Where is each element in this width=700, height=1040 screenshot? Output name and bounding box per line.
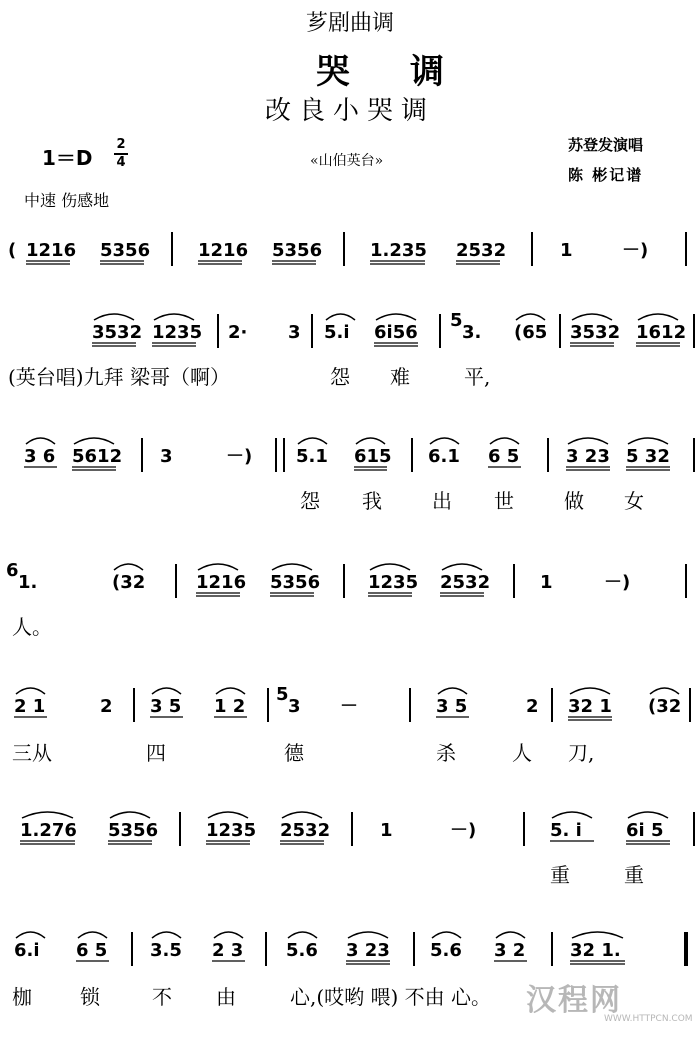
note-group: 3.5	[150, 940, 182, 961]
lyric-text: 德	[284, 741, 304, 765]
note-group: 5.1	[296, 446, 328, 467]
note-group: 1235	[368, 572, 419, 593]
note-group: (65	[514, 322, 548, 343]
lyric-text: (英台唱)九拜 梁哥（啊）	[8, 365, 230, 389]
note-group: 3.	[462, 322, 482, 343]
slur-arc	[326, 314, 355, 320]
note-group: 6i56	[374, 322, 418, 343]
note-group: 1216	[26, 240, 77, 261]
lyric-text: 平,	[464, 365, 491, 389]
note-group: 6	[6, 560, 19, 581]
slur-arc	[438, 688, 467, 694]
lyric-text: 四	[146, 741, 166, 765]
slur-arc	[572, 932, 623, 938]
slur-arc	[298, 438, 327, 444]
slur-arc	[198, 564, 238, 570]
lyric-text: 重	[624, 863, 644, 887]
note-group: 6.i	[14, 940, 40, 961]
note-group: 1	[540, 572, 553, 593]
slur-arc	[628, 812, 668, 818]
slur-arc	[490, 438, 519, 444]
slur-arc	[214, 932, 243, 938]
note-group: (	[8, 240, 17, 261]
lyric-text: 由	[216, 985, 236, 1009]
slur-arc	[638, 314, 678, 320]
lyric-text: 枷	[12, 985, 32, 1009]
note-group: 6i 5	[626, 820, 664, 841]
lyric-text: 出	[432, 489, 452, 513]
page-subtitle: 改良小哭调	[264, 96, 435, 126]
lyric-text: 做	[564, 489, 584, 513]
slur-arc	[16, 932, 45, 938]
source-opera: «山伯英台»	[310, 153, 384, 169]
lyric-text: 心,(哎哟 喂) 不由 心。	[290, 985, 492, 1009]
lyric-text: 世	[494, 489, 514, 513]
note-group: 5.i	[324, 322, 350, 343]
lyric-text: 刀,	[568, 741, 595, 765]
note-group: 1216	[198, 240, 249, 261]
note-group: 3 6	[24, 446, 56, 467]
note-group: －)	[622, 240, 649, 261]
note-group: 3532	[92, 322, 143, 343]
note-group: 5. i	[550, 820, 582, 841]
slur-arc	[26, 438, 55, 444]
slur-arc	[110, 812, 150, 818]
slur-arc	[430, 438, 459, 444]
time-signature-top: 2	[116, 137, 126, 152]
note-group: 1	[380, 820, 393, 841]
note-group: 5.6	[286, 940, 318, 961]
slur-arc	[348, 932, 388, 938]
note-group: 5356	[270, 572, 321, 593]
note-group: 32 1.	[570, 940, 621, 961]
slur-arc	[154, 314, 194, 320]
note-group: 5	[276, 684, 289, 705]
credit-performer: 苏登发演唱	[568, 136, 644, 154]
credit-notation: 陈 彬记谱	[568, 166, 644, 184]
watermark-url: WWW.HTTPCN.COM	[604, 1014, 693, 1024]
slur-arc	[22, 812, 73, 818]
note-group: 5.6	[430, 940, 462, 961]
lyric-text: 锁	[80, 985, 100, 1009]
note-group: 1612	[636, 322, 687, 343]
key-signature: 1＝D	[42, 146, 93, 170]
note-group: 1235	[152, 322, 203, 343]
note-group: －)	[604, 572, 631, 593]
slur-arc	[650, 688, 679, 694]
note-group: 1	[560, 240, 573, 261]
slur-arc	[152, 932, 181, 938]
lyric-text: 我	[362, 489, 382, 513]
note-group: 615	[354, 446, 392, 467]
slur-arc	[152, 688, 181, 694]
note-group: 3	[288, 696, 301, 717]
note-group: 2	[100, 696, 113, 717]
lyric-text: 三从	[12, 741, 52, 765]
note-group: 3532	[570, 322, 621, 343]
note-group: 3 5	[150, 696, 182, 717]
lyric-text: 人	[512, 741, 532, 765]
slur-arc	[94, 314, 134, 320]
slur-arc	[272, 564, 312, 570]
slur-arc	[570, 688, 610, 694]
note-group: 5356	[100, 240, 151, 261]
note-group: 2532	[456, 240, 507, 261]
watermark-logo: 汉程网	[526, 983, 622, 1018]
note-group: 2532	[280, 820, 331, 841]
note-group: 5 32	[626, 446, 670, 467]
slur-arc	[74, 438, 114, 444]
note-group: 32 1	[568, 696, 612, 717]
page-title: 哭调	[316, 52, 504, 92]
note-group: 1.276	[20, 820, 77, 841]
slur-arc	[496, 932, 525, 938]
lyric-text: 不	[152, 985, 172, 1009]
note-group: －)	[226, 446, 253, 467]
note-group: 3	[160, 446, 173, 467]
note-group: 3 5	[436, 696, 468, 717]
lyric-text: 重	[550, 863, 570, 887]
slur-arc	[114, 564, 143, 570]
lyric-text: 杀	[436, 741, 456, 765]
slur-arc	[282, 812, 322, 818]
category-heading: 芗剧曲调	[305, 11, 394, 36]
note-group: 6 5	[488, 446, 520, 467]
note-group: 5612	[72, 446, 123, 467]
note-group: 1 2	[214, 696, 246, 717]
time-signature-bottom: 4	[116, 155, 126, 170]
lyric-text: 人。	[12, 615, 52, 639]
note-group: －	[340, 696, 358, 717]
slur-arc	[216, 688, 245, 694]
lyric-text: 怨	[300, 489, 320, 513]
note-group: －)	[450, 820, 477, 841]
note-group: 1.235	[370, 240, 427, 261]
slur-arc	[208, 812, 248, 818]
note-group: 2532	[440, 572, 491, 593]
note-group: 3 23	[566, 446, 610, 467]
note-group: 6.1	[428, 446, 460, 467]
note-group: 5	[450, 310, 463, 331]
slur-arc	[370, 564, 410, 570]
note-group: 2 1	[14, 696, 46, 717]
note-group: 1216	[196, 572, 247, 593]
slur-arc	[432, 932, 461, 938]
note-group: 2	[526, 696, 539, 717]
slur-arc	[568, 438, 608, 444]
lyric-text: 女	[624, 489, 644, 513]
note-group: (32	[112, 572, 146, 593]
slur-arc	[552, 812, 592, 818]
slur-arc	[572, 314, 612, 320]
lyric-text: 怨	[330, 365, 350, 389]
note-group: 1235	[206, 820, 257, 841]
lyric-text: 难	[390, 365, 410, 389]
slur-arc	[442, 564, 482, 570]
note-group: 3 23	[346, 940, 390, 961]
slur-arc	[78, 932, 107, 938]
note-group: 3 2	[494, 940, 526, 961]
note-group: 3	[288, 322, 301, 343]
slur-arc	[16, 688, 45, 694]
note-group: 5356	[272, 240, 323, 261]
note-group: 6 5	[76, 940, 108, 961]
slur-arc	[356, 438, 385, 444]
slur-arc	[516, 314, 545, 320]
note-group: (32	[648, 696, 682, 717]
slur-arc	[376, 314, 416, 320]
note-group: 2·	[228, 322, 248, 343]
note-group: 1.	[18, 572, 38, 593]
slur-arc	[628, 438, 668, 444]
note-group: 5356	[108, 820, 159, 841]
tempo-marking: 中速 伤感地	[24, 191, 110, 210]
slur-arc	[288, 932, 317, 938]
note-group: 2 3	[212, 940, 244, 961]
